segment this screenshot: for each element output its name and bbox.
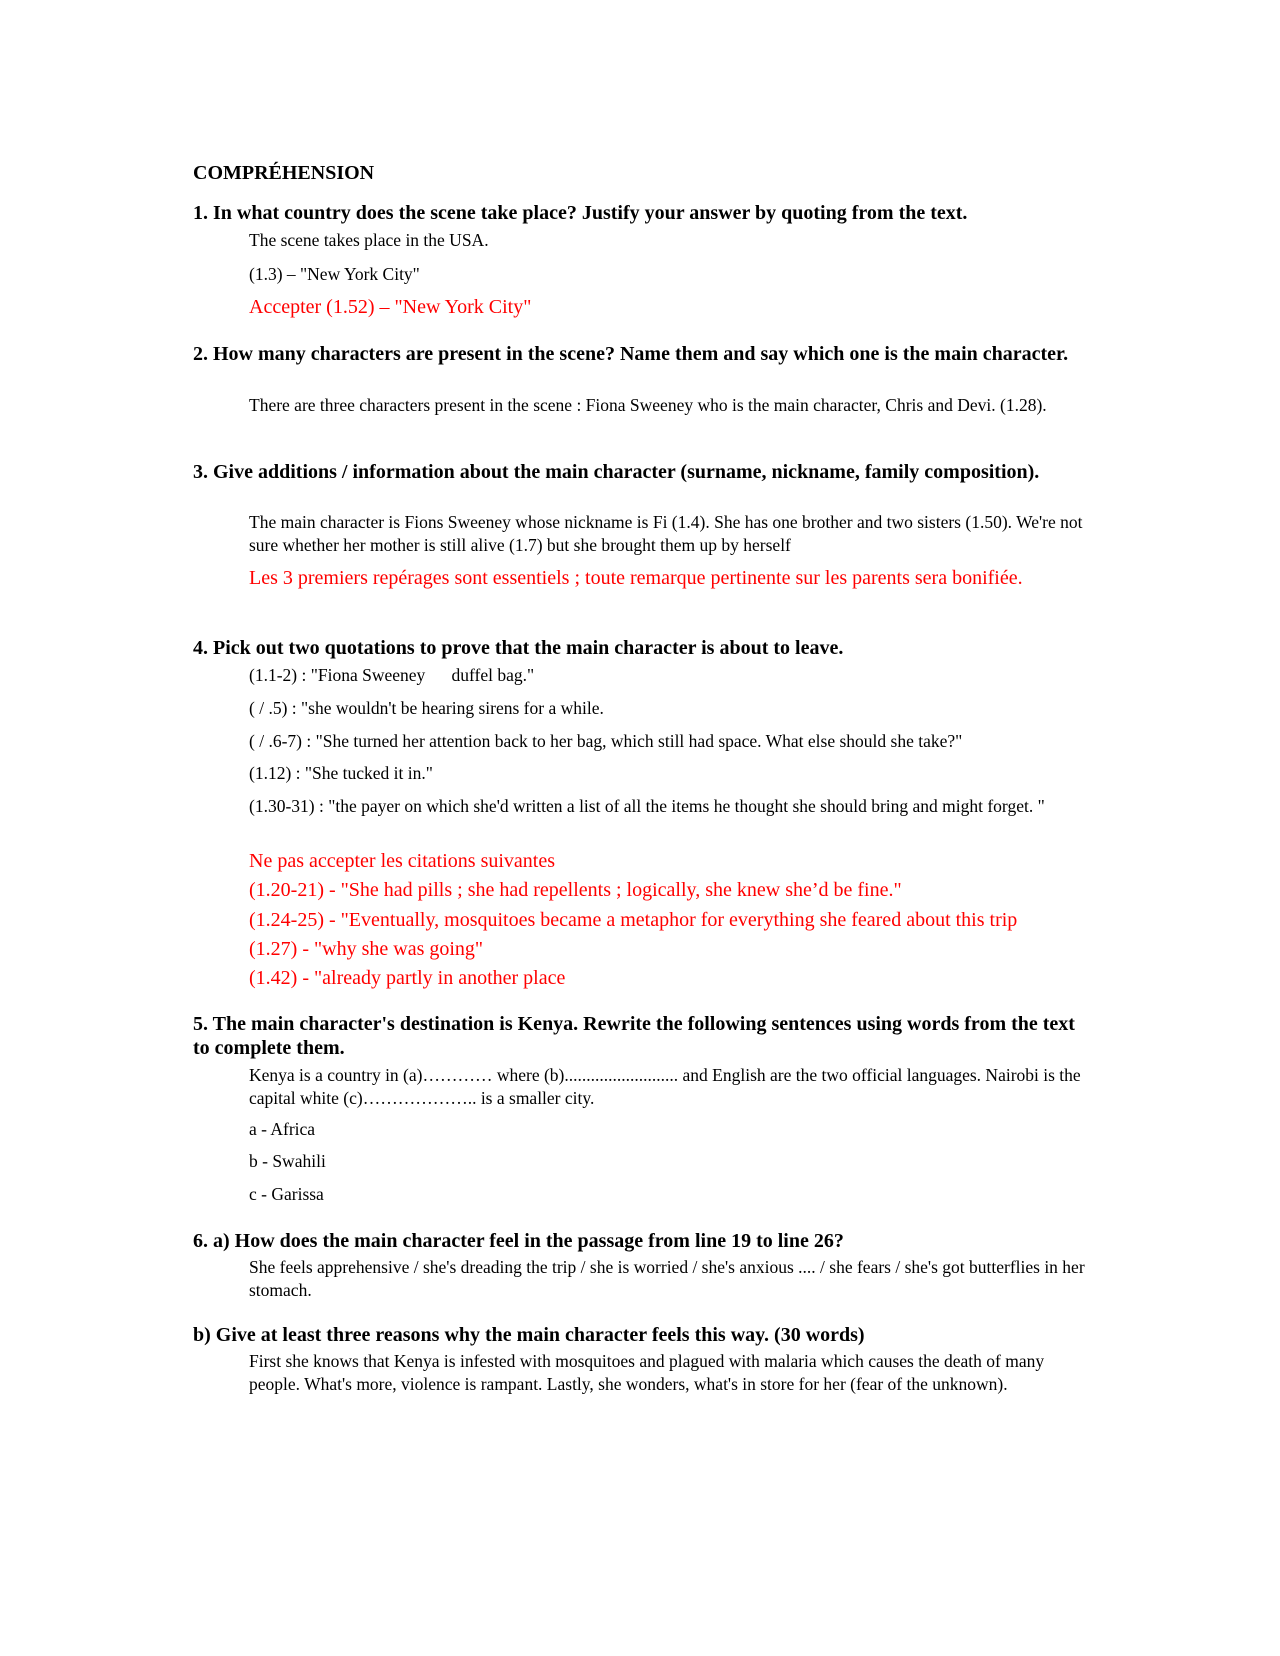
answer-5-a: a - Africa — [249, 1119, 316, 1139]
answer-4-quote-5: (1.30-31) : "the payer on which she'd written a list of all the items he thought she should bring and might forget. " — [249, 796, 1045, 816]
answer-5-c: c - Garissa — [249, 1184, 324, 1204]
correction-note-3: Les 3 premiers repérages sont essentiels ; toute remarque pertinente sur les parents sera bonifiée. — [249, 567, 1023, 589]
answer-4-quote-1: (1.1-2) : "Fiona Sweeney duffel bag." — [249, 665, 535, 685]
answer-4-quote-3: ( / .6-7) : "She turned her attention back to her bag, which still had space. What else should she take?" — [249, 731, 963, 751]
correction-note-4-header: Ne pas accepter les citations suivantes — [249, 850, 555, 872]
section-title: COMPRÉHENSION — [193, 162, 375, 184]
correction-note-4-item-2: (1.24-25) - "Eventually, mosquitoes became a metaphor for everything she feared about this trip — [249, 909, 1018, 931]
question-3: 3. Give additions / information about the main character (surname, nickname, family composition). — [193, 461, 1040, 483]
correction-note-4-item-3: (1.27) - "why she was going" — [249, 938, 484, 960]
question-2: 2. How many characters are present in the scene? Name them and say which one is the main character. — [193, 343, 1069, 365]
answer-1-line-2: (1.3) – "New York City" — [249, 264, 420, 284]
answer-4-quote-2: ( / .5) : "she wouldn't be hearing sirens for a while. — [249, 698, 604, 718]
answer-6b: First she knows that Kenya is infested with mosquitoes and plagued with malaria which causes the death of many people. What's more, violence is rampant. Lastly, she wonders, what's in store for her (fear of the unknown). — [249, 1351, 1045, 1394]
answer-4-quote-4: (1.12) : "She tucked it in." — [249, 763, 433, 783]
question-4: 4. Pick out two quotations to prove that the main character is about to leave. — [193, 637, 844, 659]
correction-note-1: Accepter (1.52) – "New York City" — [249, 296, 532, 318]
answer-5-b: b - Swahili — [249, 1151, 326, 1171]
answer-6a: She feels apprehensive / she's dreading the trip / she is worried / she's anxious .... / she fears / she's got butterflies in her stomach. — [249, 1257, 1085, 1300]
answer-3: The main character is Fions Sweeney whose nickname is Fi (1.4). She has one brother and two sisters (1.50). We're not sure whether her mother is still alive (1.7) but she brought them up by herself — [249, 512, 1083, 555]
question-6b: b) Give at least three reasons why the main character feels this way. (30 words) — [193, 1324, 865, 1346]
correction-note-4-item-4: (1.42) - "already partly in another place — [249, 967, 566, 989]
question-1: 1. In what country does the scene take place? Justify your answer by quoting from the text. — [193, 202, 968, 224]
answer-2: There are three characters present in the scene : Fiona Sweeney who is the main character, Chris and Devi. (1.28). — [249, 395, 1047, 415]
answer-1-line-1: The scene takes place in the USA. — [249, 230, 489, 250]
answer-5-sentence: Kenya is a country in (a)………… where (b).......................... and English are the two official languages. Nairobi is the capital white (c)……………….. is a smaller city. — [249, 1065, 1081, 1108]
correction-note-4-item-1: (1.20-21) - "She had pills ; she had repellents ; logically, she knew she’d be fine." — [249, 879, 902, 901]
question-6a: 6. a) How does the main character feel in the passage from line 19 to line 26? — [193, 1230, 844, 1252]
question-5: 5. The main character's destination is Kenya. Rewrite the following sentences using words from the text to complete them. — [193, 1013, 1075, 1059]
